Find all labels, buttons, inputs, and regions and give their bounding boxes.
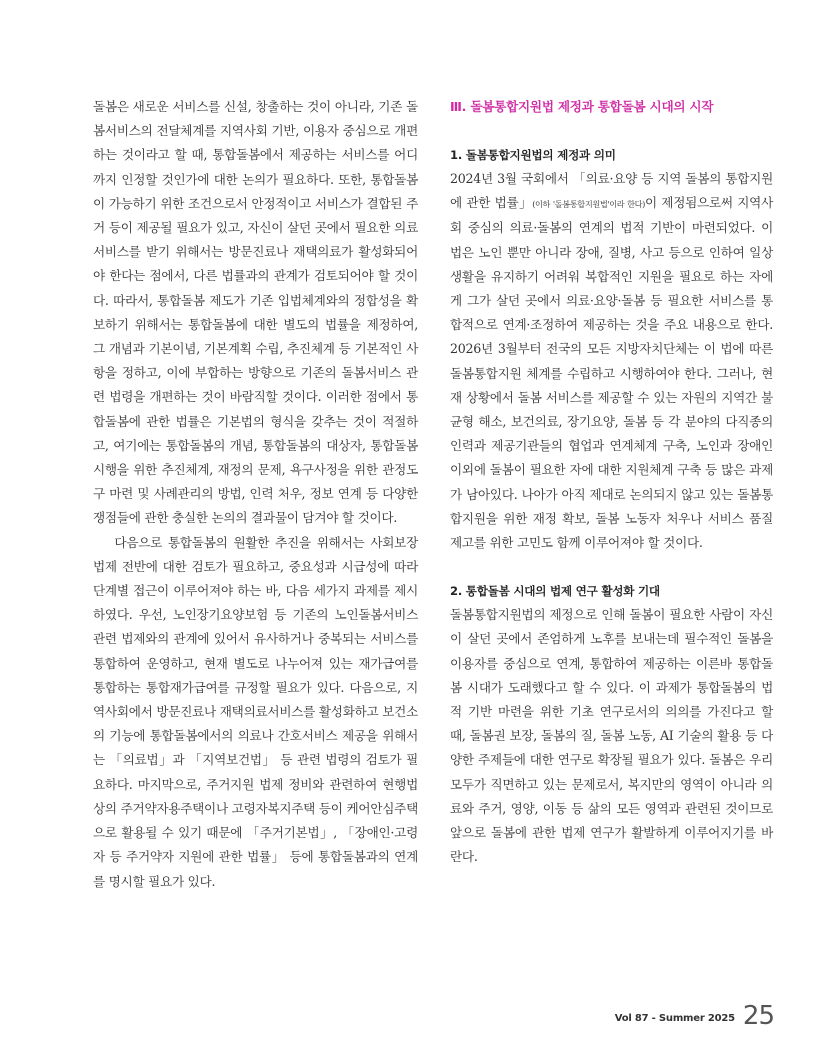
body-paragraph-2: 다음으로 통합돌봄의 원활한 추진을 위해서는 사회보장 법제 전반에 대한 검토가 필요하고, 중요성과 시급성에 따라 단계별 접근이 이루어져야 하는 바, 다음 세가지 과제를 제시하였다. 우선, 노인장기요양보험 등 기존의 노인돌봄서비스 관련 법제와의 관계에 있어서 유사하거나 중복되는 서비스를 통합하여 운영하고, 현재 별도로 나누어져 있는 재가급여를 통합하는 통합재가급여를 규정할 필요가 있다. 다음으로, 지역사회에서 방문진료나 재택의료서비스를 활성화하고 보건소의 기능에 통합돌봄에서의 의료나 간호서비스 제공을 위해서는 「의료법」과 「지역보건법」 등 관련 법령의 검토가 필요하다. 마지막으로, 주거지원 법제 정비와 관련하여 현행법상의 주거약자용주택이나 고령자복지주택 등이 케어안심주택으로 활용될 수 있기 때문에 「주거기본법」, 「장애인·고령자 등 주거약자 지원에 관한 법률」 등에 통합돌봄과의 연계를 명시할 필요가 있다. (93, 534, 418, 889)
body-paragraph-3-part-b: 이 제정됨으로써 지역사회 중심의 의료·돌봄의 연계의 법적 기반이 마련되었다. 이 법은 노인 뿐만 아니라 장애, 질병, 사고 등으로 인하여 일상생활을 유지하기 어려워 복합적인 지원을 필요로 하는 자에게 그가 살던 곳에서 의료·요양·돌봄 등 필요한 서비스를 통합적으로 연계·조정하여 제공하는 것을 주요 내용으로 한다. 2026년 3월부터 전국의 모든 지방자치단체는 이 법에 따른 돌봄통합지원 체계를 수립하고 시행하여야 한다. 그러나, 현재 상황에서 돌봄 서비스를 제공할 수 있는 자원의 지역간 불균형 해소, 보건의료, 장기요양, 돌봄 등 각 분야의 다직종의 인력과 제공기관들의 협업과 연계체계 구축, 노인과 장애인 이외에 돌봄이 필요한 자에 대한 지원체계 구축 등 많은 과제가 남아있다. 나아가 아직 제대로 논의되지 않고 있는 돌봄통합지원을 위한 재정 확보, 돌봄 노동자 처우나 서비스 품질 제고를 위한 고민도 함께 이루어져야 할 것이다. (450, 195, 773, 551)
page-footer (615, 1003, 774, 1029)
body-paragraph-1: 돌봄은 새로운 서비스를 신설, 창출하는 것이 아니라, 기존 돌봄서비스의 전달체계를 지역사회 기반, 이용자 중심으로 개편하는 것이라고 할 때, 통합돌봄에서 제공하는 서비스를 어디까지 인정할 것인가에 대한 논의가 필요하다. 또한, 통합돌봄이 가능하기 위한 조건으로서 안정적이고 서비스가 결합된 주거 등이 제공될 필요가 있고, 자신이 살던 곳에서 필요한 의료서비스를 받기 위해서는 방문진료나 재택의료가 활성화되어야 한다는 점에서, 다른 법률과의 관계가 검토되어야 할 것이다. 따라서, 통합돌봄 제도가 기존 입법체계와의 정합성을 확보하기 위해서는 통합돌봄에 대한 별도의 법률을 제정하여, 그 개념과 기본이념, 기본계획 수립, 추진체계 등 기본적인 사항을 정하고, 이에 부합하는 방향으로 기존의 돌봄서비스 관련 법령을 개편하는 것이 바람직할 것이다. 이러한 점에서 통합돌봄에 관한 법률은 기본법의 형식을 갖추는 것이 적절하고, 여기에는 통합돌봄의 개념, 통합돌봄의 대상자, 통합돌봄 시행을 위한 추진체계, 재정의 문제, 욕구사정을 위한 관정도구 마련 및 사례관리의 방법, 인력 처우, 정보 연계 등 다양한 쟁점들에 관한 충실한 논의의 결과물이 담겨야 할 것이다. (93, 99, 418, 526)
right-column (450, 95, 773, 869)
subsection-heading-2: 2. 통합돌봄 시대의 법제 연구 활성화 기대 (450, 584, 660, 599)
left-column (93, 95, 418, 894)
spacer (450, 119, 773, 143)
body-paragraph-4: 돌봄통합지원법의 제정으로 인해 돌봄이 필요한 사람이 자신이 살던 곳에서 존엄하게 노후를 보내는데 필수적인 돌봄을 이용자를 중심으로 연계, 통합하여 제공하는 이른바 통합돌봄 시대가 도래했다고 할 수 있다. 이 과제가 통합돌봄의 법적 기반 마련을 위한 기초 연구로서의 의의를 가진다고 할 때, 돌봄권 보장, 돌봄의 질, 돌봄 노동, AI 기술의 활용 등 다양한 주제들에 대한 연구로 확장될 필요가 있다. 돌봄은 우리 모두가 직면하고 있는 문제로서, 복지만의 영역이 아니라 의료와 주거, 영양, 이동 등 삶의 모든 영역과 관련된 것이므로 앞으로 돌봄에 관한 법제 연구가 활발하게 이루어지기를 바란다. (450, 607, 773, 865)
issue-label: Vol 87 - Summer 2025 (614, 1013, 735, 1024)
spacer (450, 555, 773, 579)
body-paragraph-3 (450, 167, 773, 555)
footnote-abbreviation: (이하 '돌봄통합지원법'이라 한다) (532, 199, 645, 210)
body-paragraph-3-part-a: 2024년 3월 국회에서 「의료·요양 등 지역 돌봄의 통합지원에 관한 법률」 (450, 171, 773, 211)
subsection-heading-1: 1. 돌봄통합지원법의 제정과 의미 (450, 148, 616, 162)
section-heading: Ⅲ. 돌봄통합지원법 제정과 통합돌봄 시대의 시작 (450, 99, 714, 114)
page-number: 25 (742, 1001, 774, 1031)
